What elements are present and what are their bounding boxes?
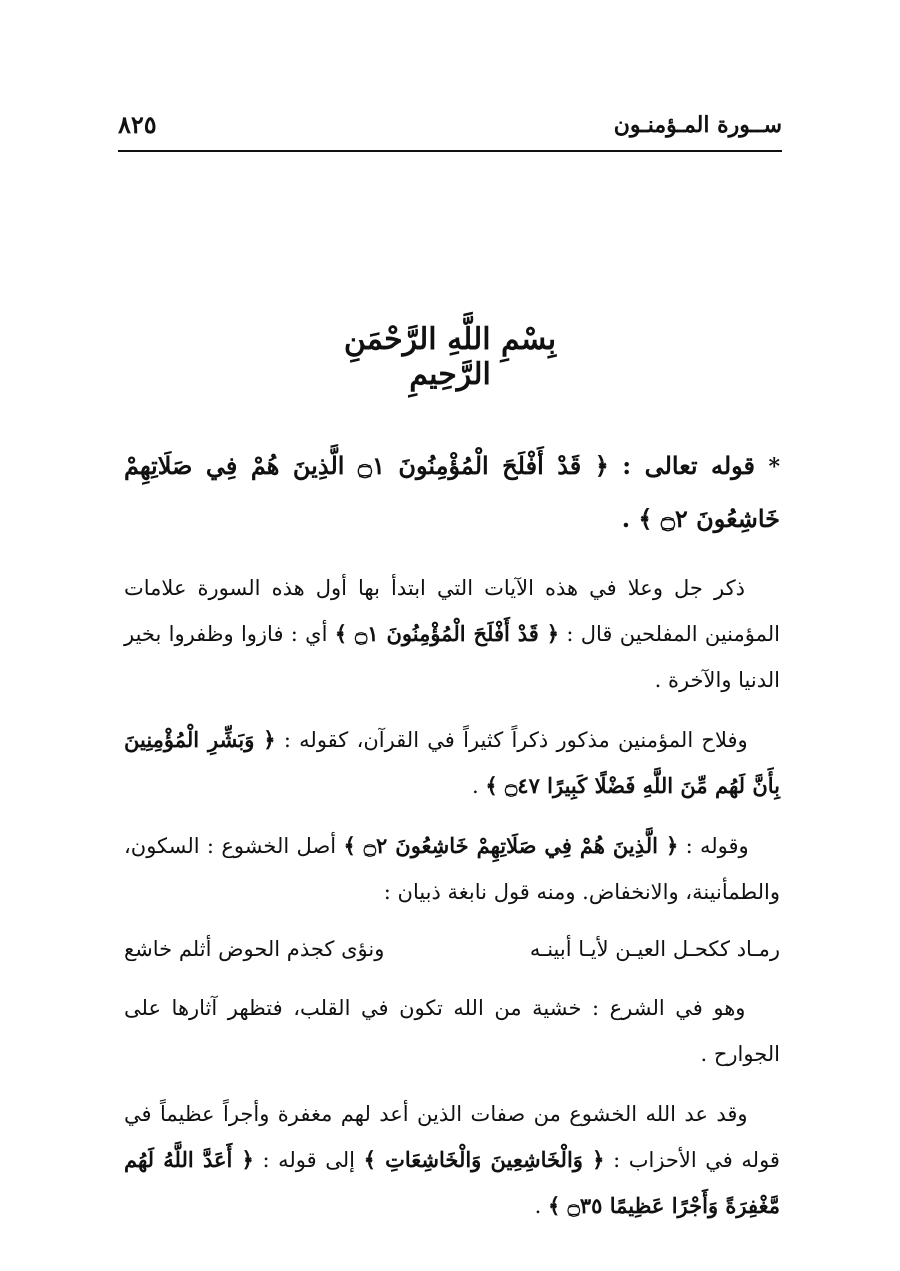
paragraph-2-end: . [471,774,479,798]
quran-verse: ﴿ وَبَشِّرِ الْمُؤْمِنِينَ بِأَنَّ لَهُم مِّنَ اللَّهِ فَضْلًا كَبِيرًا ۝٤٧ ﴾ [124,727,780,798]
page-number: ٨٢٥ [118,110,157,139]
poem-hemistich-left: ونؤى كجذم الحوض أثلم خاشع [124,937,385,961]
quran-verse: ﴿ قَدْ أَفْلَحَ الْمُؤْمِنُونَ ۝١ الَّذِينَ هُمْ فِي صَلَاتِهِمْ خَاشِعُونَ ۝٢ ﴾ [124,451,780,533]
paragraph-5-text-2: إلى قوله : [262,1148,355,1172]
paragraph-5-end: . [534,1194,542,1218]
star-bullet: * [768,454,780,480]
quran-verse: ﴿ وَالْخَاشِعِينَ وَالْخَاشِعَاتِ ﴾ [363,1147,605,1172]
paragraph-1-text: ذكر جل وعلا في هذه الآيات التي ابتدأ بها أول هذه السورة علامات المؤمنين المفلحين قال : [124,576,780,646]
paragraph-2 [124,717,780,809]
lead-verse-paragraph [124,440,780,545]
poem-hemistich-right: رمـاد ككحـل العيـن لأيـا أبينـه [529,937,780,961]
body-text [124,440,780,1243]
paragraph-1 [124,565,780,703]
paragraph-4-text: وهو في الشرع : خشية من الله تكون في القلب، فتظهر آثارها على الجوارح . [124,996,780,1066]
paragraph-5-text: وقد عد الله الخشوع من صفات الذين أعد لهم مغفرة وأجراً عظيماً في قوله في الأحزاب : [124,1102,780,1172]
paragraph-1-text-2: أي : فازوا وظفروا بخير الدنيا والآخرة . [124,622,780,692]
paragraph-3-text-2: أصل الخشوع : السكون، والطمأنينة، والانخفاض. ومنه قول نابغة ذبيان : [124,834,780,904]
quran-verse: ﴿ أَعَدَّ اللَّهُ لَهُم مَّغْفِرَةً وَأَجْرًا عَظِيمًا ۝٣٥ ﴾ [124,1147,780,1218]
paragraph-5 [124,1091,780,1229]
lead-end: . [621,504,631,533]
paragraph-4 [124,985,780,1077]
basmala: بِسْمِ اللَّهِ الرَّحْمَنِ الرَّحِيمِ [343,322,557,392]
paragraph-2-text: وفلاح المؤمنين مذكور ذكراً كثيراً في القرآن، كقوله : [283,728,748,752]
poem-line [124,929,780,969]
paragraph-3-text: وقوله : [685,834,749,858]
quran-verse: ﴿ قَدْ أَفْلَحَ الْمُؤْمِنُونَ ۝١ ﴾ [334,621,560,646]
running-title: ســورة المـؤمنـون [613,112,782,138]
quran-verse: ﴿ الَّذِينَ هُمْ فِي صَلَاتِهِمْ خَاشِعُونَ ۝٢ ﴾ [343,833,679,858]
page-header [118,108,782,152]
lead-intro: قوله تعالى : [622,451,756,480]
paragraph-3 [124,823,780,915]
header-rule [118,150,782,152]
